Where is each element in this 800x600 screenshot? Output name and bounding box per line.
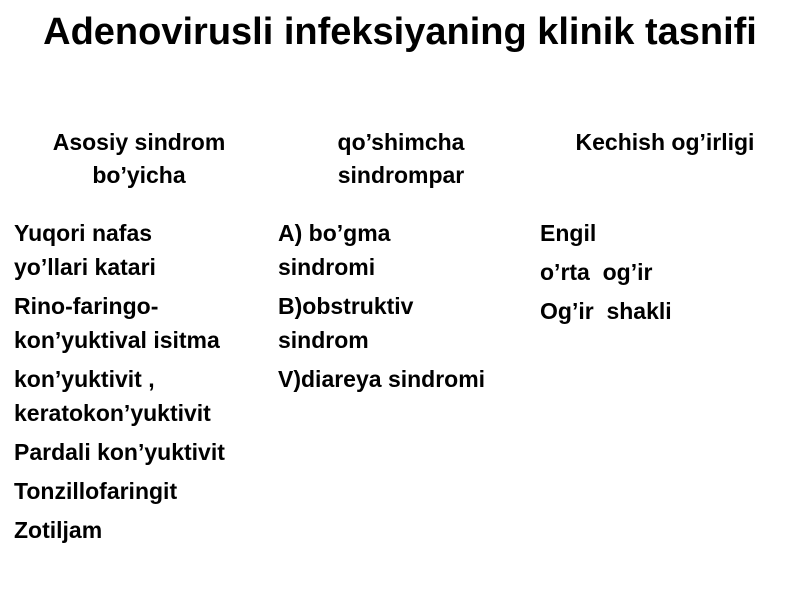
list-item [14,474,272,508]
list-item [278,362,528,396]
list-item [540,294,790,328]
list-item-line: V)diareya sindromi [278,366,486,392]
list-item-line: Rino-faringo- [14,293,159,319]
column-header-line: bo’yicha [92,162,186,188]
list-item-line: kon’yuktivit , [14,366,155,392]
slide-title: Adenovirusli infeksiyaning klinik tasnifi [43,11,757,53]
list-item-line: Og’ir shakli [540,298,672,324]
list-item-line: o’rta og’ir [540,259,653,285]
column-header-main-syndrome [14,126,264,192]
severity-list [540,216,790,333]
list-item [278,216,528,284]
column-header-line: Asosiy sindrom [52,129,226,155]
column-header-severity [540,126,790,159]
column-header-line: qo’shimcha [337,129,465,155]
additional-syndromes-list [278,216,528,401]
column-header-line: sindrompar [337,162,465,188]
list-item [14,362,272,430]
list-item-line: B)obstruktiv [278,293,414,319]
list-item [14,216,272,284]
list-item-line: keratokon’yuktivit [14,400,211,426]
list-item [540,216,790,250]
list-item [540,255,790,289]
list-item-line: kon’yuktival isitma [14,327,220,353]
list-item [14,513,272,547]
main-syndrome-list [14,216,272,552]
list-item [14,289,272,357]
list-item-line: Zotiljam [14,517,103,543]
list-item-line: Engil [540,220,597,246]
column-header-additional-syndromes [272,126,530,192]
list-item-line: Yuqori nafas [14,220,153,246]
list-item-line: sindromi [278,254,376,280]
list-item-line: sindrom [278,327,369,353]
list-item-line: A) bo’gma [278,220,391,246]
list-item [278,289,528,357]
column-header-line: Kechish og’irligi [575,129,755,155]
list-item-line: Pardali kon’yuktivit [14,439,225,465]
list-item-line: Tonzillofaringit [14,478,178,504]
list-item [14,435,272,469]
list-item-line: yo’llari katari [14,254,156,280]
